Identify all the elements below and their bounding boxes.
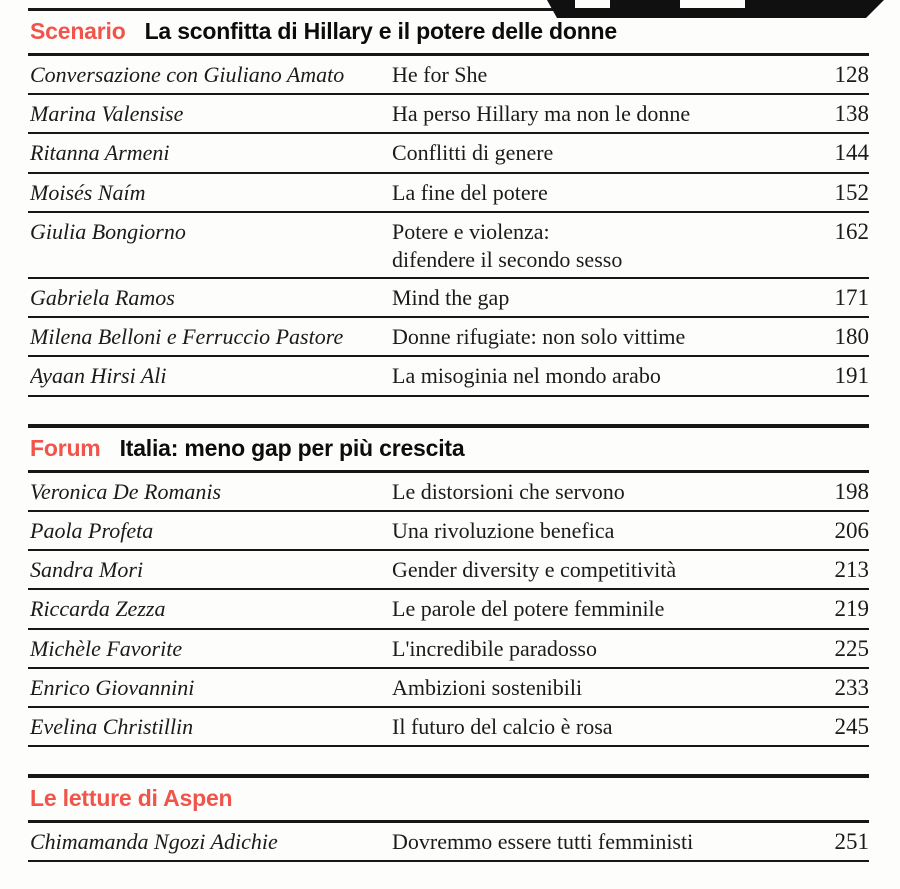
entry-title: Dovremmo essere tutti femministi xyxy=(392,829,694,855)
entry-title-group xyxy=(392,219,805,272)
entry-author: Moisés Naím xyxy=(30,179,146,205)
entry-title: Gender diversity e competitività xyxy=(392,557,677,583)
entry-author: Paola Profeta xyxy=(30,517,154,543)
entry-title: Le parole del potere femminile xyxy=(392,596,665,622)
toc-content xyxy=(28,8,869,889)
entry-title: La misoginia nel mondo arabo xyxy=(392,363,661,389)
entry-title: He for She xyxy=(392,62,488,87)
entry-title-group xyxy=(392,324,805,349)
entry-author: Riccarda Zezza xyxy=(30,596,166,622)
section-header xyxy=(28,424,869,473)
toc-section xyxy=(28,8,869,397)
section-label: Le letture di Aspen xyxy=(30,785,233,812)
entry-page-number: 128 xyxy=(834,62,869,87)
entry-title-group xyxy=(392,101,805,126)
toc-entry xyxy=(28,473,869,512)
entry-page-number: 245 xyxy=(834,714,869,739)
section-label: Scenario xyxy=(30,18,126,44)
section-rows xyxy=(28,473,869,748)
toc-entry xyxy=(28,95,869,134)
entry-page-number: 191 xyxy=(834,363,869,389)
entry-title: Le distorsioni che servono xyxy=(392,478,625,504)
entry-title: L'incredibile paradosso xyxy=(392,635,597,661)
entry-page-number: 171 xyxy=(834,285,869,311)
toc-entry xyxy=(28,318,869,357)
entry-author: Ayaan Hirsi Ali xyxy=(30,363,167,389)
section-rows xyxy=(28,823,869,862)
entry-title: Potere e violenza: xyxy=(392,218,550,244)
entry-title-group xyxy=(392,180,805,205)
entry-title-group xyxy=(392,557,805,582)
entry-page-number: 219 xyxy=(834,596,869,622)
entry-title-group xyxy=(392,140,805,165)
entry-title-group xyxy=(392,636,805,661)
entry-author: Milena Belloni e Ferruccio Pastore xyxy=(30,324,344,350)
entry-author: Chimamanda Ngozi Adichie xyxy=(30,829,278,855)
entry-author: Conversazione con Giuliano Amato xyxy=(30,62,345,87)
entry-author: Michèle Favorite xyxy=(30,635,183,661)
entry-author: Veronica De Romanis xyxy=(30,478,222,504)
entry-title: Ha perso Hillary ma non le donne xyxy=(392,101,691,127)
masthead-letters-bottom-icon xyxy=(545,0,885,18)
toc-entry xyxy=(28,213,869,279)
entry-page-number: 138 xyxy=(834,101,869,127)
entry-page-number: 206 xyxy=(834,517,869,543)
section-header xyxy=(28,774,869,823)
toc-entry xyxy=(28,823,869,862)
entry-page-number: 198 xyxy=(834,478,869,504)
entry-title: Conflitti di genere xyxy=(392,140,554,166)
entry-author: Gabriela Ramos xyxy=(30,285,175,311)
entry-title: Il futuro del calcio è rosa xyxy=(392,714,613,739)
entry-title-group xyxy=(392,363,805,388)
entry-author: Ritanna Armeni xyxy=(30,140,170,166)
entry-title: La fine del potere xyxy=(392,179,548,205)
section-label: Forum xyxy=(30,434,101,461)
entry-page-number: 162 xyxy=(834,218,869,244)
entry-title-group xyxy=(392,62,805,87)
entry-author: Sandra Mori xyxy=(30,557,144,583)
toc-entry xyxy=(28,630,869,669)
entry-title-group xyxy=(392,596,805,621)
entry-page-number: 233 xyxy=(834,674,869,700)
toc-entry xyxy=(28,174,869,213)
entry-title-group xyxy=(392,518,805,543)
section-title: La sconfitta di Hillary e il potere delle donne xyxy=(144,18,617,44)
entry-title-group xyxy=(392,285,805,310)
entry-title-group xyxy=(392,714,805,739)
entry-title-line2: difendere il secondo sesso xyxy=(392,246,623,272)
toc-entry xyxy=(28,134,869,173)
entry-author: Marina Valensise xyxy=(30,101,184,127)
section-rows xyxy=(28,56,869,397)
entry-page-number: 152 xyxy=(834,179,869,205)
toc-entry xyxy=(28,708,869,747)
toc-entry xyxy=(28,512,869,551)
toc-entry xyxy=(28,551,869,590)
toc-section xyxy=(28,774,869,862)
toc-entry xyxy=(28,669,869,708)
entry-author: Evelina Christillin xyxy=(30,714,194,739)
entry-title: Una rivoluzione benefica xyxy=(392,517,615,543)
toc-entry xyxy=(28,357,869,396)
entry-author: Giulia Bongiorno xyxy=(30,218,186,244)
toc-entry xyxy=(28,56,869,95)
entry-page-number: 213 xyxy=(834,557,869,583)
toc-entry xyxy=(28,590,869,629)
toc-section xyxy=(28,424,869,748)
entry-author: Enrico Giovannini xyxy=(30,674,195,700)
entry-title: Ambizioni sostenibili xyxy=(392,674,583,700)
section-title: Italia: meno gap per più crescita xyxy=(119,434,465,461)
entry-page-number: 180 xyxy=(834,324,869,350)
entry-page-number: 251 xyxy=(834,829,869,855)
entry-title-group xyxy=(392,479,805,504)
entry-title: Donne rifugiate: non solo vittime xyxy=(392,324,686,350)
toc-entry xyxy=(28,279,869,318)
entry-page-number: 225 xyxy=(834,635,869,661)
entry-title-group xyxy=(392,829,805,854)
entry-title-group xyxy=(392,675,805,700)
entry-page-number: 144 xyxy=(834,140,869,166)
entry-title: Mind the gap xyxy=(392,285,510,311)
